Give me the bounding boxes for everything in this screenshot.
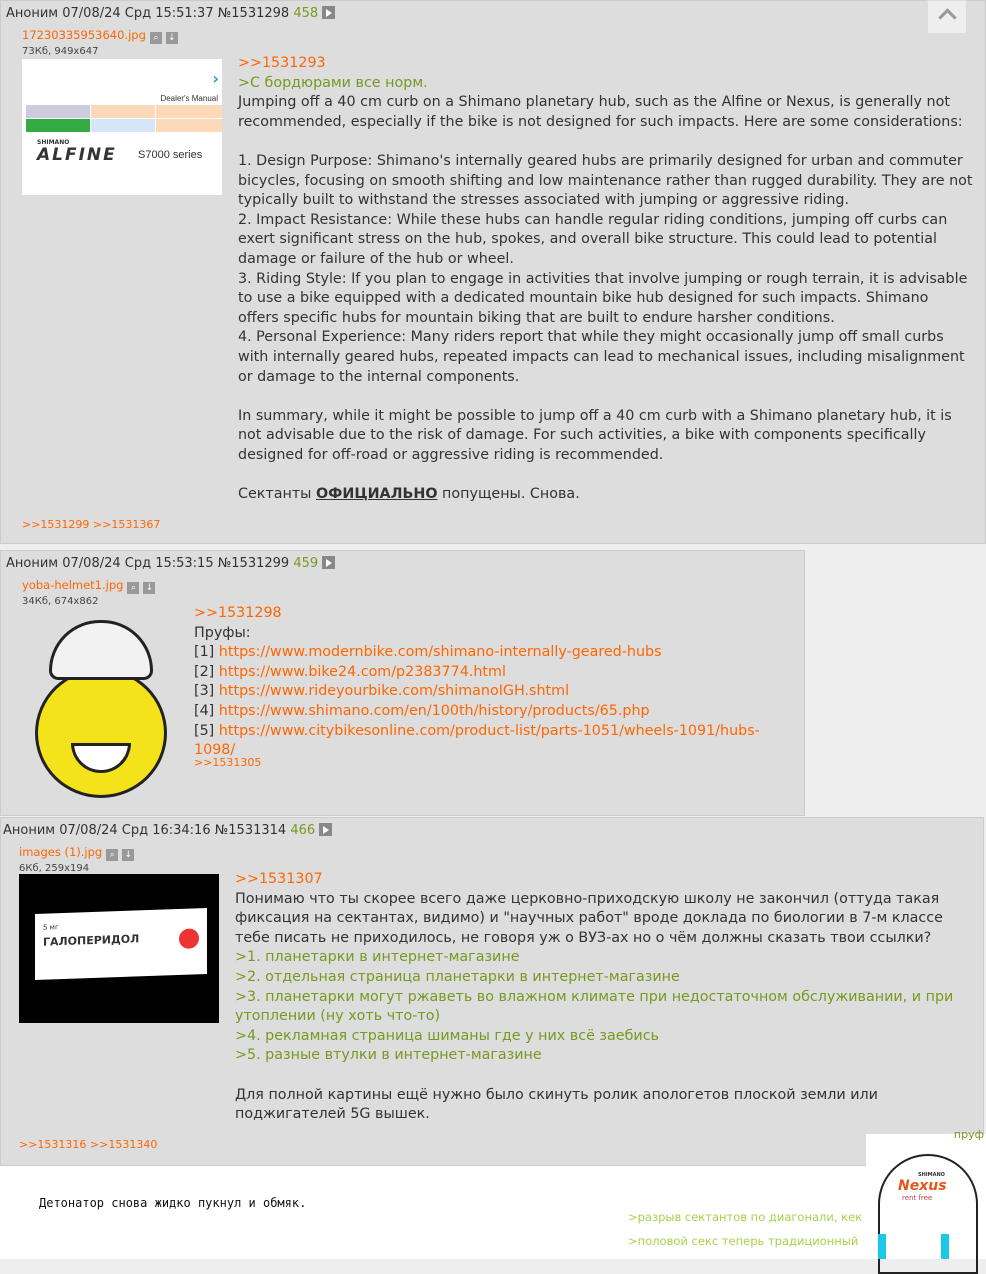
post-body xyxy=(235,870,960,1125)
date: 07/08/24 Срд 16:34:16 xyxy=(59,823,211,838)
thumb-drug: ГАЛОПЕРИДОЛ xyxy=(43,932,140,949)
greentext-quote: >1. планетарки в интернет-магазине xyxy=(235,949,520,966)
reply-link[interactable]: >>1531293 xyxy=(238,55,326,71)
meme-brand: Nexus xyxy=(898,1178,947,1194)
file-name[interactable]: 17230335953640.jpg xyxy=(22,28,146,42)
greentext-quote: >5. разные втулки в интернет-магазине xyxy=(235,1047,542,1064)
meme-greentext-2: >половой секс теперь традиционный xyxy=(628,1234,859,1248)
paragraph xyxy=(238,132,973,152)
meme-brand-sub: rent free xyxy=(902,1194,933,1202)
search-icon[interactable]: ⌕ xyxy=(106,849,118,861)
file-meta: 34Кб, 674x862 xyxy=(22,596,99,607)
source-link-item xyxy=(194,663,794,683)
reply-link[interactable]: >>1531307 xyxy=(235,871,323,887)
source-link-item xyxy=(194,722,794,761)
paragraph: 2. Impact Resistance: While these hubs can handle regular riding conditions, jumping off curbs can exert significant stress on the hub, spokes, and overall bike structure. This could lead to potential damage or failure of the hub or wheel. xyxy=(238,211,948,267)
author: Аноним xyxy=(3,823,56,838)
link-index: [3] xyxy=(194,683,219,700)
thumb-series: S7000 series xyxy=(138,149,203,161)
source-link-item xyxy=(194,682,794,702)
date: 07/08/24 Срд 15:51:37 xyxy=(62,6,214,21)
paragraph xyxy=(238,465,973,485)
search-icon[interactable]: ⌕ xyxy=(150,32,162,44)
thumb-text: Dealer's Manual xyxy=(160,94,218,103)
post-number[interactable]: №1531298 xyxy=(217,6,290,21)
post-header xyxy=(6,6,335,21)
thumb-brand: SHIMANO xyxy=(37,139,70,146)
post-text: Понимаю что ты скорее всего даже церковно-приходскую школу не закончил (оттуда такая фиксация на сектантах, видимо) и "научных работ" вроде доклада по биологии в 7-м классе тебе писать не приходилось, не говоря уж о ВУЗ-ах но о чём должны сказать твои ссылки? xyxy=(235,890,943,946)
play-icon[interactable] xyxy=(319,823,332,836)
greentext-quote: >С бордюрами все норм. xyxy=(238,74,428,91)
thumbnail-yoba[interactable] xyxy=(31,618,171,803)
paragraph: Jumping off a 40 cm curb on a Shimano planetary hub, such as the Alfine or Nexus, is generally not recommended, especially if the bike is not designed for such impacts. Here are some considerations: xyxy=(238,94,963,130)
post-count: 466 xyxy=(290,823,316,838)
post-number[interactable]: №1531299 xyxy=(217,556,290,571)
author: Аноним xyxy=(6,556,59,571)
thumbnail-haloperidol[interactable] xyxy=(19,874,219,1023)
search-icon[interactable]: ⌕ xyxy=(127,582,139,594)
closing-text: Для полной картины ещё нужно было скинуть ролик апологетов плоской земли или поджигателей 5G вышек. xyxy=(235,1086,878,1123)
replies-links[interactable]: >>1531299 >>1531367 xyxy=(22,518,161,531)
reply-link[interactable]: >>1531298 xyxy=(194,605,282,621)
post-count: 458 xyxy=(293,6,319,21)
download-icon[interactable]: ↓ xyxy=(143,582,155,594)
chevron-right-icon: › xyxy=(212,69,219,88)
meme-brand-top: SHIMANO xyxy=(918,1172,945,1178)
replies-links[interactable]: >>1531316 >>1531340 xyxy=(19,1138,158,1151)
source-link-item xyxy=(194,643,794,663)
download-icon[interactable]: ↓ xyxy=(122,849,134,861)
post-body xyxy=(238,54,973,505)
link-index: [5] xyxy=(194,722,219,739)
intro-text: Пруфы: xyxy=(194,624,251,641)
meme-caption: Детонатор снова жидко пукнул и обмяк. xyxy=(39,1196,307,1210)
paragraph: In summary, while it might be possible to jump off a 40 cm curb with a Shimano planetary hub, it is not advisable due to the risk of damage. For such activities, a bike with components specifically designed for off-road or aggressive riding is recommended. xyxy=(238,407,952,463)
post-number[interactable]: №1531314 xyxy=(214,823,287,838)
thumbnail-alfine[interactable] xyxy=(22,59,222,195)
link-index: [4] xyxy=(194,702,219,719)
source-link[interactable]: https://www.rideyourbike.com/shimanoIGH.shtml xyxy=(218,683,570,700)
replies-links[interactable]: >>1531305 xyxy=(194,756,262,769)
file-meta: 73Кб, 949x647 xyxy=(22,46,99,57)
link-index: [2] xyxy=(194,663,219,680)
scroll-top-button[interactable] xyxy=(927,0,967,34)
play-icon[interactable] xyxy=(322,6,335,19)
file-name[interactable]: images (1).jpg xyxy=(19,845,103,859)
play-icon[interactable] xyxy=(322,556,335,569)
meme-greentext-1: >разрыв сектантов по диагонали, кек xyxy=(628,1210,863,1224)
paragraph: 4. Personal Experience: Many riders report that while they might occasionally jump off small curbs with internally geared hubs, repeated impacts can lead to mechanical issues, including misalignment or damage to the internal components. xyxy=(238,329,965,385)
link-index: [1] xyxy=(194,644,219,661)
source-link[interactable]: https://www.bike24.com/p2383774.html xyxy=(218,663,506,680)
post-count: 459 xyxy=(293,556,319,571)
source-link[interactable]: https://www.modernbike.com/shimano-internally-geared-hubs xyxy=(218,644,662,661)
greentext-quote: >3. планетарки могут ржаветь во влажном климате при недостаточном обслуживании, и при утоплении (ну хоть что-то) xyxy=(235,988,954,1025)
source-link[interactable]: https://www.citybikesonline.com/product-list/parts-1051/wheels-1091/hubs-1098/ xyxy=(194,722,760,759)
post-header xyxy=(3,823,332,838)
source-link[interactable]: https://www.shimano.com/en/100th/history/products/65.php xyxy=(218,702,650,719)
meme-image[interactable] xyxy=(0,1166,986,1259)
closing-line: Сектанты ОФИЦИАЛЬНО попущены. Снова. xyxy=(238,486,580,503)
meme-corner-text: пруф xyxy=(953,1128,984,1141)
author: Аноним xyxy=(6,6,59,21)
greentext-quote: >2. отдельная страница планетарки в интернет-магазине xyxy=(235,968,680,985)
thumb-model: ALFINE xyxy=(37,145,117,165)
chevron-up-icon xyxy=(938,8,956,26)
source-link-item xyxy=(194,702,794,722)
file-meta: 6Кб, 259x194 xyxy=(19,863,90,874)
file-name[interactable]: yoba-helmet1.jpg xyxy=(22,578,124,592)
paragraph: 3. Riding Style: If you plan to engage in activities that involve jumping or rough terrain, it is advisable to use a bike equipped with a dedicated mountain bike hub designed for such impacts. Shimano offers specific hubs for mountain biking that are built to endure harsher conditions. xyxy=(238,270,968,326)
date: 07/08/24 Срд 15:53:15 xyxy=(62,556,214,571)
paragraph: 1. Design Purpose: Shimano's internally geared hubs are primarily designed for urban and commuter bicycles, focusing on smooth shifting and low maintenance rather than rugged durability. They are not typically built to withstand the stresses associated with jumping or aggressive riding. xyxy=(238,152,973,209)
greentext-quote: >4. рекламная страница шиманы где у них всё заебись xyxy=(235,1027,659,1044)
post-1531314 xyxy=(0,817,984,1166)
post-1531299 xyxy=(0,550,805,816)
post-1531298 xyxy=(0,0,986,544)
post-header xyxy=(6,556,335,571)
paragraph xyxy=(238,387,973,407)
thumb-dose: 5 мг xyxy=(43,923,59,932)
meme-face xyxy=(866,1128,986,1259)
download-icon[interactable]: ↓ xyxy=(166,32,178,44)
post-body xyxy=(194,604,794,761)
